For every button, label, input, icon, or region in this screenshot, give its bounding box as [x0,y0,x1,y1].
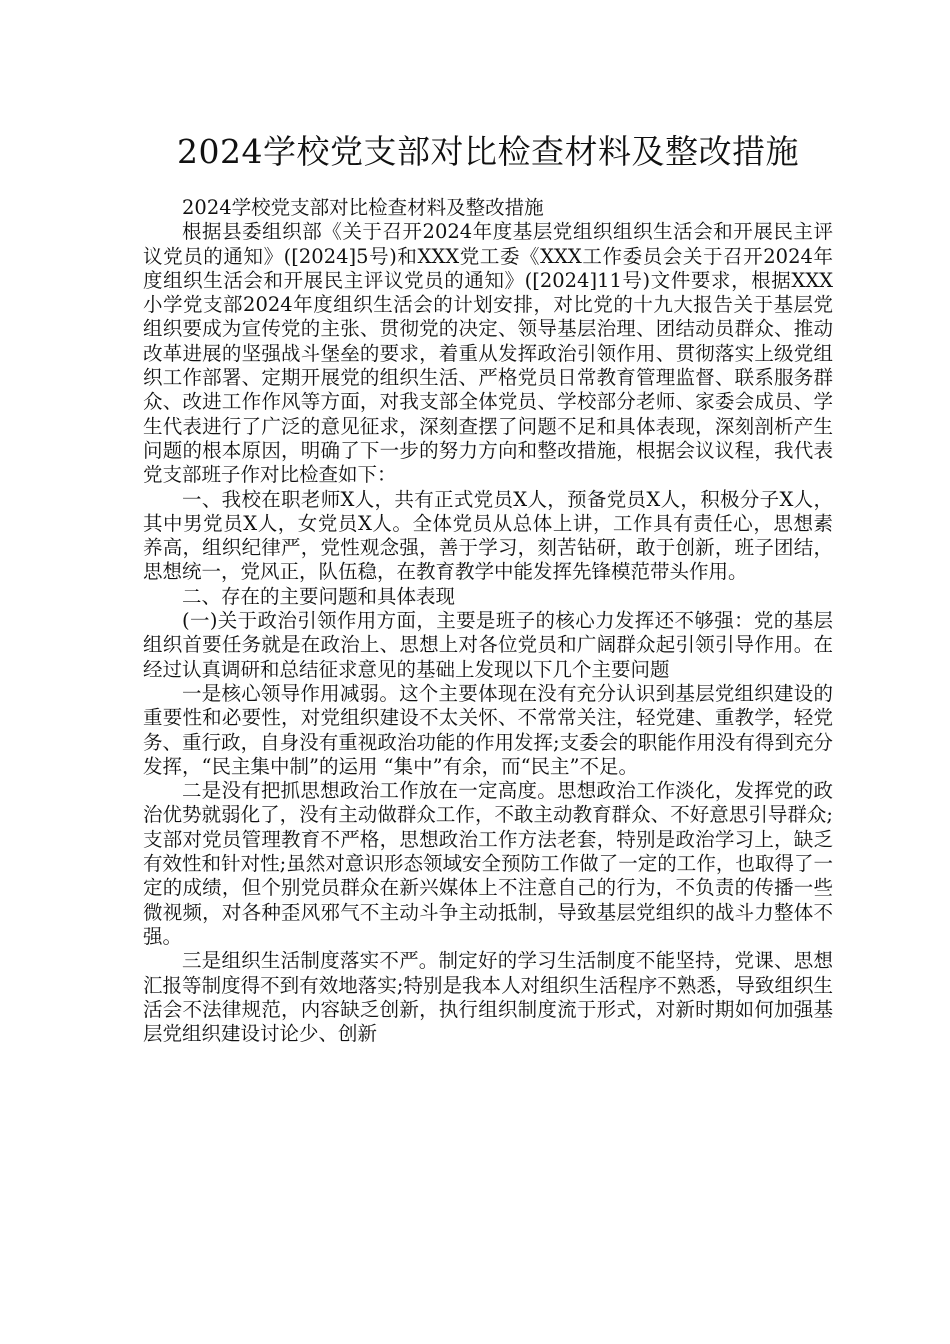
paragraph-problem-two: 二是没有把抓思想政治工作放在一定高度。思想政治工作淡化，发挥党的政治优势就弱化了，没有主动做群众工作，不敢主动教育群众、不好意思引导群众;支部对党员管理教育不严格，思想政治工作方法老套，特别是政治学习上，缺乏有效性和针对性;虽然对意识形态领域安全预防工作做了一定的工作，也取得了一定的成绩，但个别党员群众在新兴媒体上不注意自己的行为，不负责的传播一些微视频，对各种歪风邪气不主动斗争主动抵制，导致基层党组织的战斗力整体不强。 [143,779,833,948]
paragraph-section-one: 一、我校在职老师X人，共有正式党员X人，预备党员X人，积极分子X人，其中男党员X人，女党员X人。全体党员从总体上讲，工作具有责任心，思想素养高，组织纪律严，党性观念强，善于学习，刻苦钻研，敢于创新，班子团结，思想统一，党风正，队伍稳，在教育教学中能发挥先锋模范带头作用。 [143,487,833,584]
document-page [143,128,833,1046]
paragraph-political-guidance: (一)关于政治引领作用方面，主要是班子的核心力发挥还不够强：党的基层组织首要任务就是在政治上、思想上对各位党员和广阔群众起引领引导作用。在经过认真调研和总结征求意见的基础上发现以下几个主要问题 [143,609,833,681]
paragraph-introduction: 根据县委组织部《关于召开2024年度基层党组织组织生活会和开展民主评议党员的通知》([2024]5号)和XXX党工委《XXX工作委员会关于召开2024年度组织生活会和开展民主评议党员的通知》([2024]11号)文件要求，根据XXX小学党支部2024年度组织生活会的计划安排，对比党的十九大报告关于基层党组织要成为宣传党的主张、贯彻党的决定、领导基层治理、团结动员群众、推动改革进展的坚强战斗堡垒的要求，着重从发挥政治引领作用、贯彻落实上级党组织工作部署、定期开展党的组织生活、严格党员日常教育管理监督、联系服务群众、改进工作作风等方面，对我支部全体党员、学校部分老师、家委会成员、学生代表进行了广泛的意见征求，深刻查摆了问题不足和具体表现，深刻剖析产生问题的根本原因，明确了下一步的努力方向和整改措施，根据会议议程，我代表党支部班子作对比检查如下： [143,220,833,487]
paragraph-problem-three: 三是组织生活制度落实不严。制定好的学习生活制度不能坚持，党课、思想汇报等制度得不到有效地落实;特别是我本人对组织生活程序不熟悉，导致组织生活会不法律规范，内容缺乏创新，执行组织制度流于形式，对新时期如何加强基层党组织建设讨论少、创新 [143,949,833,1046]
paragraph-section-two-heading: 二、存在的主要问题和具体表现 [182,584,456,608]
document-title: 2024学校党支部对比检查材料及整改措施 [177,132,799,171]
paragraph-problem-one: 一是核心领导作用减弱。这个主要体现在没有充分认识到基层党组织建设的重要性和必要性，对党组织建设不太关怀、不常常关注，轻党建、重教学，轻党务、重行政，自身没有重视政治功能的作用发挥;支委会的职能作用没有得到充分发挥，“民主集中制”的运用 “集中”有余，而“民主”不足。 [143,681,833,778]
document-body [143,196,833,1046]
paragraph-subtitle: 2024学校党支部对比检查材料及整改措施 [182,196,544,219]
